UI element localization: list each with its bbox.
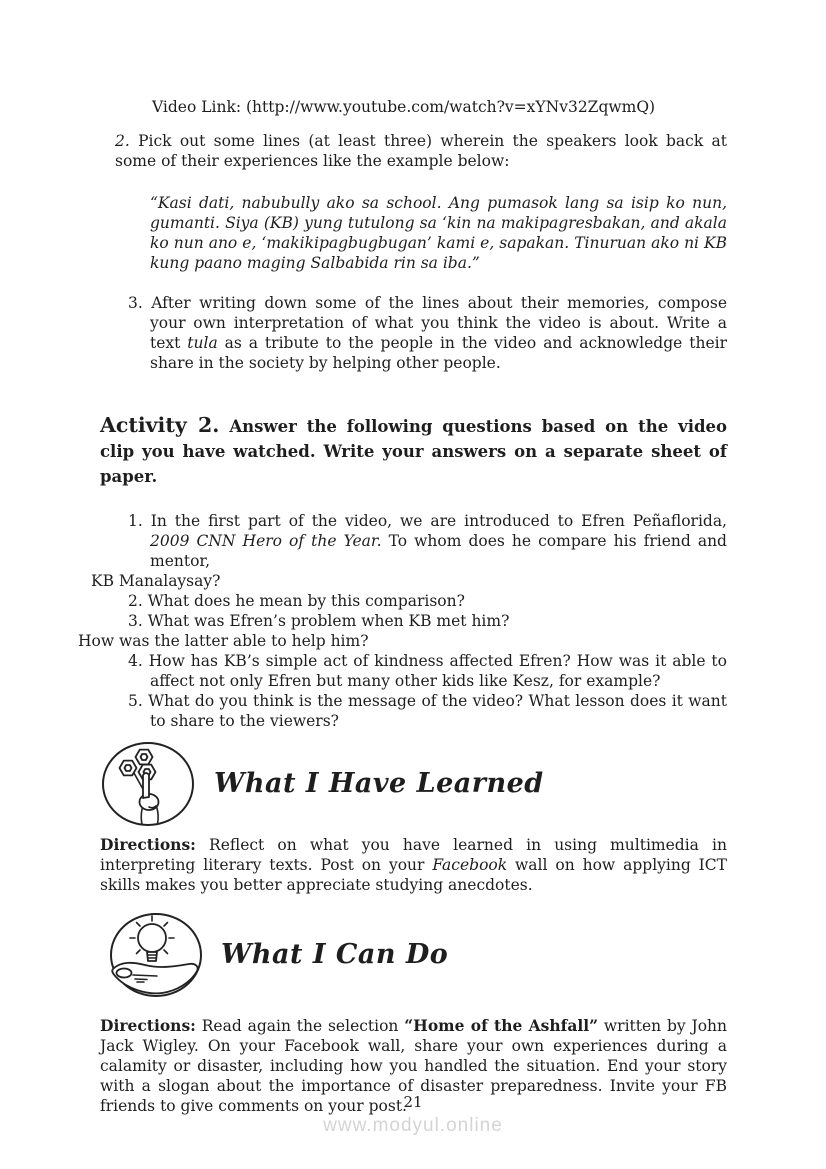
question-4-number: 4. [128,652,143,670]
directions-cando-bold-title: “Home of the Ashfall” [404,1016,599,1035]
question-5-text: What do you think is the message of the video? What lesson does it want to share to the viewers? [142,692,727,730]
question-3 [100,611,727,631]
item3-text-before: After writing down some of the lines about their memories, compose your own interpretation of what you think the video is about. Write a text [142,294,727,352]
what-i-can-do-section-header [107,911,727,999]
question-5 [100,691,727,731]
watermark: www.modyul.online [323,1115,503,1136]
video-link-line: Video Link: (http://www.youtube.com/watch?v=xYNv32ZqwmQ) [152,98,656,116]
directions-label: Directions: [100,835,196,854]
item3-text-after: as a tribute to the people in the video and acknowledge their share in the society by helping other people. [150,334,727,372]
question-1-number: 1. [128,512,143,530]
item3-italic-word: tula [187,334,218,352]
directions-learned-italic: Facebook [432,856,508,874]
activity-2-description: Answer the following questions based on the video clip you have watched. Write your answers on a separate sheet of paper. [100,417,727,486]
section-heading-what-i-can-do: What I Can Do [221,939,449,970]
question-1-text-after: To whom does he compare his friend and mentor, [150,532,727,570]
directions-cando-text-before: Read again the selection [195,1017,405,1035]
activity-2-heading [100,413,727,489]
question-3-number: 3. [128,612,143,630]
flower-blossoms [120,750,156,780]
item2-number: 2. [115,132,130,150]
question-3-text: What was Efren’s problem when KB met him? [142,612,510,630]
hand-holding-flowers-icon [100,741,196,827]
page-content [78,97,728,1116]
question-1-text-before: In the first part of the video, we are introduced to Efren Peñaflorida, [142,512,727,530]
directions-learned-text-before: Reflect on what you have learned in using multimedia in interpreting literary texts. Post on your [100,836,727,874]
question-4-text: How has KB’s simple act of kindness affected Efren? How was it able to affect not only Efren but many other kids like Kesz, for example? [142,652,727,690]
hand-shape [140,773,159,825]
example-quote: “Kasi dati, nabubully ako sa school. Ang pumasok lang sa isip ko nun, gumanti. Siya (KB) yung tutulong sa ‘kin na makipagresbakan, and akala ko nun ano e, ‘makikipagbugbugan’ kami e, sapakan. Tinuruan ako ni KB kung paano maging Salbabida rin sa iba.” [150,194,727,272]
what-i-have-learned-section-header [100,740,727,828]
activity-2-title: Activity 2. [100,413,220,437]
item3-number: 3. [128,294,143,312]
list-item-3 [100,293,727,373]
question-3-followup: How was the latter able to help him? [78,632,369,650]
page-number: 21 [403,1093,423,1111]
directions-cando-text-after: written by John Jack Wigley. On your Facebook wall, share your own experiences during a calamity or disaster, including how you handled the situation. End your story with a slogan about the importance of disaster preparedness. Invite your FB friends to give comments on your post. [100,1017,728,1115]
directions-learned-text-after: wall on how applying ICT skills makes you better appreciate studying anecdotes. [100,856,728,894]
open-hand-shape [112,963,197,994]
question-4 [100,651,727,691]
question-5-number: 5. [128,692,143,710]
lightbulb-shape [130,916,174,961]
question-list [78,511,727,731]
question-1-line2: KB Manalaysay? [91,572,221,590]
question-2 [100,591,727,611]
hand-holding-lightbulb-icon [107,912,203,998]
directions-label: Directions: [100,1016,196,1035]
section-heading-what-i-have-learned: What I Have Learned [214,768,544,799]
directions-what-i-have-learned [100,835,727,895]
question-1 [100,511,727,571]
question-2-text: What does he mean by this comparison? [142,592,465,610]
list-item-2 [100,131,727,171]
question-2-number: 2. [128,592,143,610]
question-1-italic: 2009 CNN Hero of the Year. [150,532,382,550]
item2-text: Pick out some lines (at least three) wherein the speakers look back at some of their experiences like the example below: [115,132,727,170]
